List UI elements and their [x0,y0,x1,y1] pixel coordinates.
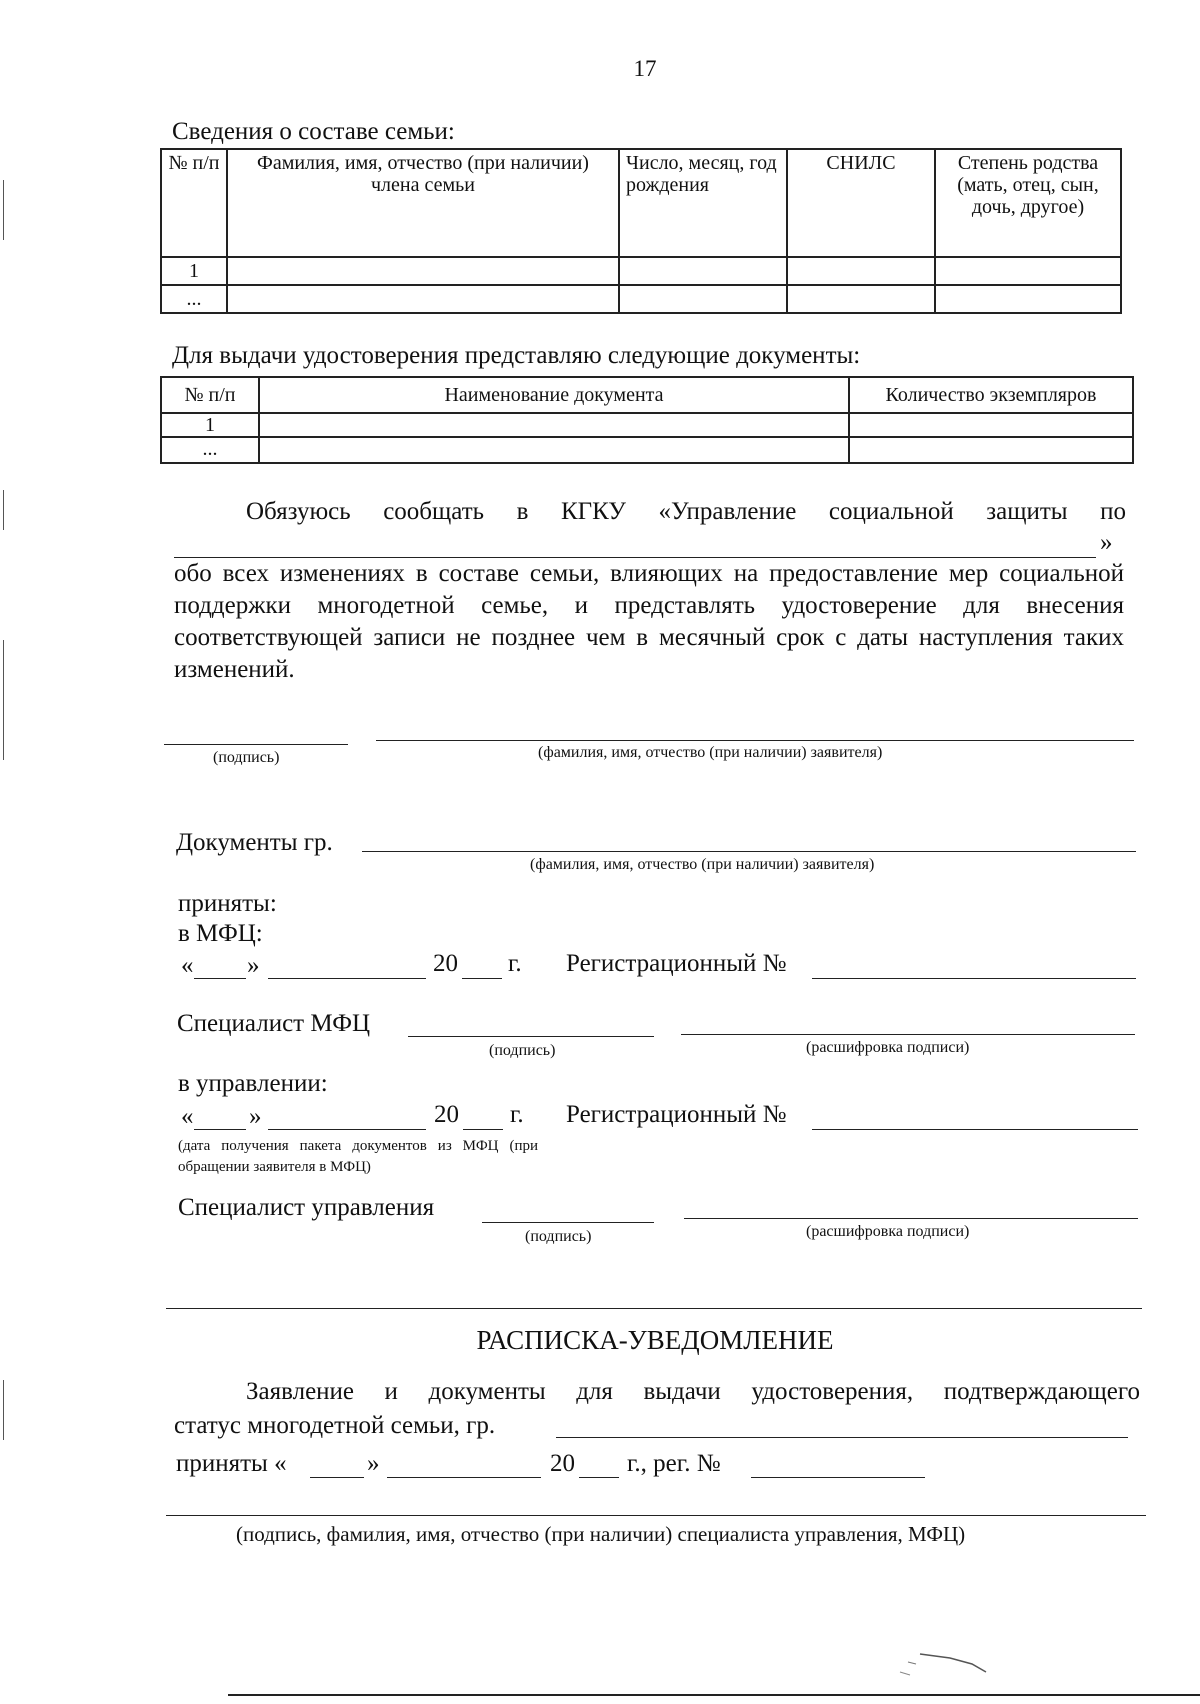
table-row [161,437,1133,463]
scan-edge-mark [3,180,4,240]
table-header-row [161,377,1133,413]
table-row [161,257,1121,285]
registration-label: Регистрационный № [566,1101,787,1128]
registration-label: Регистрационный № [566,950,787,977]
receipt-line: Заявление и документы для выдачи удостоверения, подтверждающего [246,1378,1140,1405]
receipt-family-status: статус многодетной семьи, гр. [174,1412,496,1439]
column-header: Количество экземпляров [849,377,1133,413]
documents-table [160,376,1134,464]
table-cell[interactable] [227,285,619,313]
table-cell[interactable] [619,285,787,313]
receipt-year-field[interactable] [579,1477,619,1478]
column-header: № п/п [161,377,259,413]
table-cell[interactable] [259,437,849,463]
documents-heading: Для выдачи удостоверения представляю следующие документы: [172,342,861,369]
signature-caption: (подпись) [213,749,280,766]
receipt-signature-line[interactable] [166,1515,1146,1516]
month-field[interactable] [268,1129,426,1130]
year-prefix: 20 [433,950,458,977]
scan-edge-mark [3,1380,4,1440]
table-row [161,285,1121,313]
family-heading: Сведения о составе семьи: [172,118,455,145]
obligation-paragraph: обо всех изменениях в составе семьи, влияющих на предоставление мер социальной поддержки многодетной семье, и представлять удостоверение для внесения соответствующей записи не позднее чем в месячный срок с даты наступления таких изменений. [174,560,1124,683]
month-field[interactable] [268,978,426,979]
column-header: Степень родства (мать, отец, сын, дочь, другое) [935,149,1121,257]
table-cell[interactable] [935,285,1121,313]
column-header: СНИЛС [787,149,935,257]
name-caption: (фамилия, имя, отчество (при наличии) заявителя) [538,744,883,761]
table-cell[interactable] [935,257,1121,285]
page-bottom-edge [228,1694,1200,1696]
year-field[interactable] [463,1129,503,1130]
receipt-signature-caption: (подпись, фамилия, имя, отчество (при наличии) специалиста управления, МФЦ) [236,1522,966,1546]
receipt-month-field[interactable] [387,1477,541,1478]
section-separator [166,1308,1142,1309]
mfc-specialist-label: Специалист МФЦ [177,1010,371,1037]
page-number: 17 [633,56,657,81]
receipt-day-field[interactable] [310,1477,364,1478]
date-quote-open: « [181,952,194,979]
signature-caption: (подпись) [525,1228,592,1245]
table-cell[interactable] [619,257,787,285]
management-specialist-signature-line[interactable] [482,1222,654,1223]
column-header: Наименование документа [259,377,849,413]
table-header-row [161,149,1121,257]
receipt-quote-close: » [367,1450,380,1477]
day-field[interactable] [194,1129,246,1130]
row-number: ... [161,437,259,463]
column-header: Число, месяц, год рождения [619,149,787,257]
citizen-name-line[interactable] [362,851,1136,852]
applicant-signature-line[interactable] [164,744,348,745]
scan-smudge-icon [880,1642,1020,1682]
applicant-name-line[interactable] [376,740,1134,741]
column-header: Фамилия, имя, отчество (при наличии) члена семьи [227,149,619,257]
year-prefix: 20 [434,1101,459,1128]
year-field[interactable] [462,978,502,979]
table-cell[interactable] [259,413,849,437]
receipt-year-prefix: 20 [550,1450,575,1477]
row-number: 1 [161,413,259,437]
management-specialist-label: Специалист управления [178,1194,435,1221]
column-header: № п/п [161,149,227,257]
decoding-caption: (расшифровка подписи) [806,1039,970,1056]
receipt-reg-number-field[interactable] [751,1477,925,1478]
receipt-title: РАСПИСКА-УВЕДОМЛЕНИЕ [476,1325,834,1355]
decoding-caption: (расшифровка подписи) [806,1223,970,1240]
registration-number-field[interactable] [812,978,1136,979]
signature-caption: (подпись) [489,1042,556,1059]
mfc-specialist-decoding-line[interactable] [681,1034,1135,1035]
date-quote-close: » [247,952,260,979]
receipt-accepted-label: приняты « [176,1450,287,1477]
row-number: ... [161,285,227,313]
table-cell[interactable] [227,257,619,285]
family-table [160,148,1122,314]
registration-number-field[interactable] [812,1129,1138,1130]
obligation-line: Обязуюсь сообщать в КГКУ «Управление социальной защиты по [246,498,1126,525]
mfc-label: в МФЦ: [178,920,263,947]
management-specialist-decoding-line[interactable] [684,1218,1138,1219]
receipt-date-note: (дата получения пакета документов из МФЦ (при обращении заявителя в МФЦ) [178,1138,538,1175]
table-cell[interactable] [849,437,1133,463]
table-cell[interactable] [849,413,1133,437]
date-quote-open: « [181,1103,194,1130]
table-cell[interactable] [787,257,935,285]
accepted-label: приняты: [178,890,277,917]
receipt-reg-label: г., рег. № [627,1450,721,1477]
row-number: 1 [161,257,227,285]
citizen-name-caption: (фамилия, имя, отчество (при наличии) заявителя) [530,856,875,873]
management-label: в управлении: [178,1070,328,1097]
year-suffix: г. [508,950,522,977]
mfc-specialist-signature-line[interactable] [408,1036,654,1037]
closing-quote: » [1100,529,1113,556]
documents-citizen-label: Документы гр. [176,829,333,856]
table-row [161,413,1133,437]
day-field[interactable] [194,978,246,979]
scan-edge-mark [3,640,4,760]
table-cell[interactable] [787,285,935,313]
scan-edge-mark [3,490,4,530]
date-quote-close: » [249,1103,262,1130]
receipt-citizen-name-line[interactable] [556,1437,1128,1438]
year-suffix: г. [510,1101,524,1128]
